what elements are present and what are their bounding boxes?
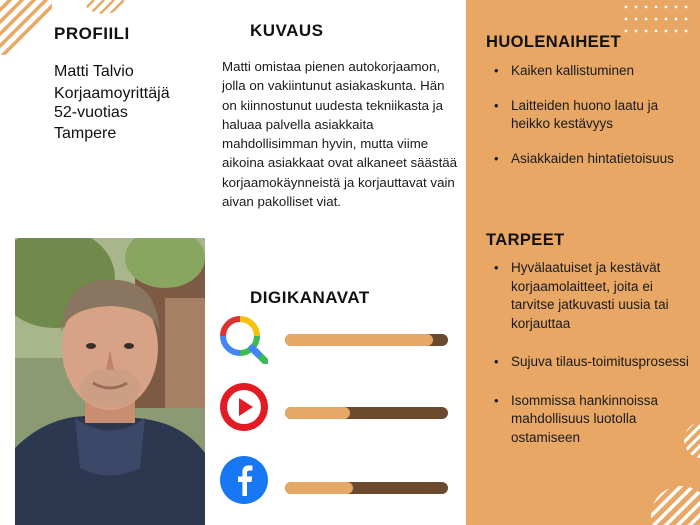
facebook-icon (220, 456, 268, 504)
list-item: • Asiakkaiden hintatietoisuus (486, 150, 691, 169)
list-item: • Hyvälaatuiset ja kestävät korjaamolaitteet, joita ei tarvitse jatkuvasti uusia tai korjauttaa (486, 259, 691, 333)
facebook-usage-bar-fill (285, 482, 353, 494)
youtube-usage-bar-fill (285, 407, 350, 419)
decorative-stripes (682, 420, 700, 460)
list-item: • Laitteiden huono laatu ja heikko kestävyys (486, 97, 691, 134)
concerns-list (486, 62, 691, 184)
list-item: • Isommissa hankinnoissa mahdollisuus luotolla ostamiseen (486, 392, 691, 448)
facebook-usage-bar (285, 482, 448, 494)
profile-role: Korjaamoyrittäjä (54, 85, 170, 102)
list-item: • Kaiken kallistuminen (486, 62, 691, 81)
profile-photo (15, 238, 205, 525)
search-icon (220, 316, 268, 364)
youtube-usage-bar (285, 407, 448, 419)
digital-channels-heading: DIGIKANAVAT (250, 288, 370, 307)
search-usage-bar-fill (285, 334, 433, 346)
decorative-stripes-small (84, 0, 124, 14)
profile-city: Tampere (54, 125, 117, 142)
youtube-icon (220, 383, 268, 431)
list-item: • Sujuva tilaus-toimitusprosessi (486, 353, 691, 372)
profile-age: 52-vuotias (54, 104, 128, 121)
description-heading: KUVAUS (250, 21, 324, 40)
profile-heading: PROFIILI (54, 24, 130, 43)
decorative-stripes (650, 485, 700, 525)
needs-list (486, 259, 691, 467)
needs-heading: TARPEET (486, 231, 565, 249)
right-panel (466, 0, 700, 525)
search-usage-bar (285, 334, 448, 346)
decorative-stripes (0, 0, 52, 55)
decorative-dots (622, 3, 696, 35)
description-text: Matti omistaa pienen autokorjaamon, jolla on vakiintunut asiakaskunta. Hän on kiinnostunut uudesta tekniikasta ja haluaa palvella asiakkaita mahdollisimman hyvin, mutta viime aikoina asiakkaat ovat alkaneet säästää korjaamokäynneistä ja korjauttavat vain aivan pakolliset viat. (222, 59, 458, 210)
concerns-heading: HUOLENAIHEET (486, 33, 621, 51)
profile-name: Matti Talvio (54, 63, 134, 80)
